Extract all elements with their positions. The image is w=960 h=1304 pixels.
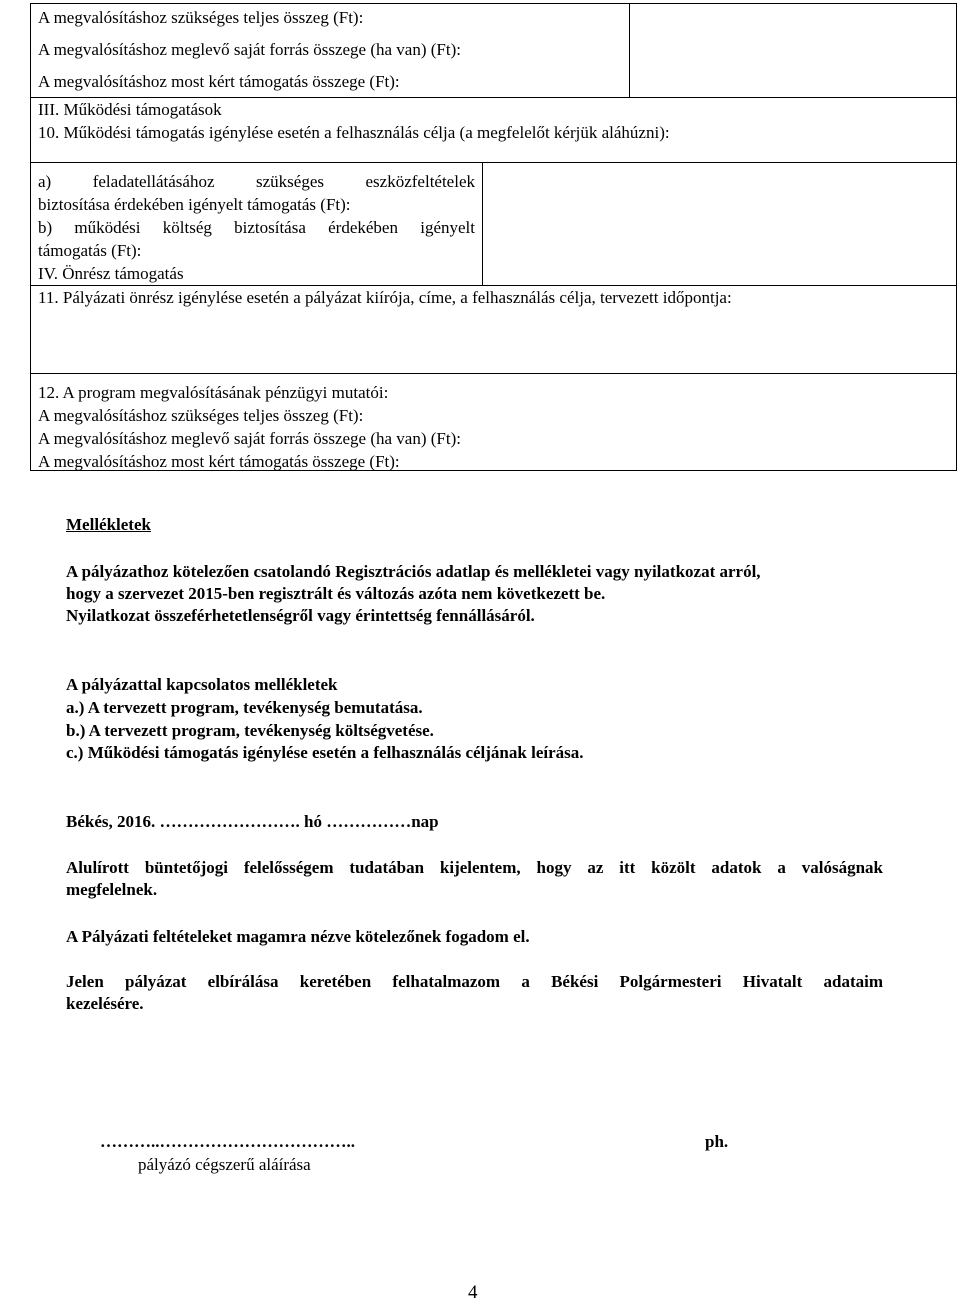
related-attachment-b: b.) A tervezett program, tevékenység költségvetése. — [66, 721, 434, 740]
section4-heading: IV. Önrész támogatás — [38, 264, 184, 283]
stamp-label: ph. — [705, 1132, 729, 1151]
conditions-acceptance: A Pályázati feltételeket magamra nézve kötelezőnek fogadom el. — [66, 927, 530, 946]
top-total-cost-label: A megvalósításhoz szükséges teljes összeg (Ft): — [38, 8, 364, 27]
declaration-line1: Alulírott büntetőjogi felelősségem tudatában kijelentem, hogy az itt közölt adatok a valóságnak — [66, 858, 883, 877]
section3-heading: III. Működési támogatások — [38, 100, 222, 119]
related-attachment-a: a.) A tervezett program, tevékenység bemutatása. — [66, 698, 423, 717]
related-attachment-c: c.) Működési támogatás igénylése esetén a felhasználás céljának leírása. — [66, 743, 584, 762]
top-cost-value-box[interactable] — [629, 3, 957, 98]
related-attachments-heading: A pályázattal kapcsolatos mellékletek — [66, 675, 338, 694]
attachments-heading: Mellékletek — [66, 515, 151, 534]
q12-own-funds-label: A megvalósításhoz meglevő saját forrás összege (ha van) (Ft): — [38, 429, 461, 448]
page-number: 4 — [468, 1282, 478, 1303]
purpose-options-divider — [482, 162, 483, 286]
attachments-para-line1: A pályázathoz kötelezően csatolandó Regisztrációs adatlap és mellékletei vagy nyilatkozat arról, — [66, 562, 761, 581]
authorization-line1: Jelen pályázat elbírálása keretében felhatalmazom a Békési Polgármesteri Hivatalt adataim — [66, 972, 883, 991]
question-10: 10. Működési támogatás igénylése esetén a felhasználás célja (a megfelelőt kérjük aláhúzni): — [38, 123, 670, 142]
declaration-line2: megfelelnek. — [66, 880, 158, 899]
question-12-title: 12. A program megvalósításának pénzügyi mutatói: — [38, 383, 389, 402]
question-11: 11. Pályázati önrész igénylése esetén a pályázat kiírója, címe, a felhasználás célja, tervezett időpontja: — [38, 288, 732, 307]
authorization-line2: kezelésére. — [66, 994, 144, 1013]
top-requested-support-label: A megvalósításhoz most kért támogatás összege (Ft): — [38, 72, 400, 91]
attachments-para-line2: hogy a szervezet 2015-ben regisztrált és változás azóta nem következett be. — [66, 584, 606, 603]
option-a-line1[interactable]: a) feladatellátásához szükséges eszközfeltételek — [38, 172, 475, 191]
signature-line[interactable]: ………..…………………………….. — [100, 1132, 355, 1151]
attachments-para-line3: Nyilatkozat összeférhetetlenségről vagy érintettség fennállásáról. — [66, 606, 535, 625]
option-b-line1[interactable]: b) működési költség biztosítása érdekében igényelt — [38, 218, 475, 237]
q12-total-cost-label: A megvalósításhoz szükséges teljes összeg (Ft): — [38, 406, 364, 425]
signature-label: pályázó cégszerű aláírása — [138, 1155, 311, 1174]
option-a-line2[interactable]: biztosítása érdekében igényelt támogatás (Ft): — [38, 195, 351, 214]
option-b-line2[interactable]: támogatás (Ft): — [38, 241, 142, 260]
q12-requested-support-label: A megvalósításhoz most kért támogatás összege (Ft): — [38, 452, 400, 471]
place-date-line[interactable]: Békés, 2016. ……………………. hó ……………nap — [66, 812, 439, 831]
top-own-funds-label: A megvalósításhoz meglevő saját forrás összege (ha van) (Ft): — [38, 40, 461, 59]
